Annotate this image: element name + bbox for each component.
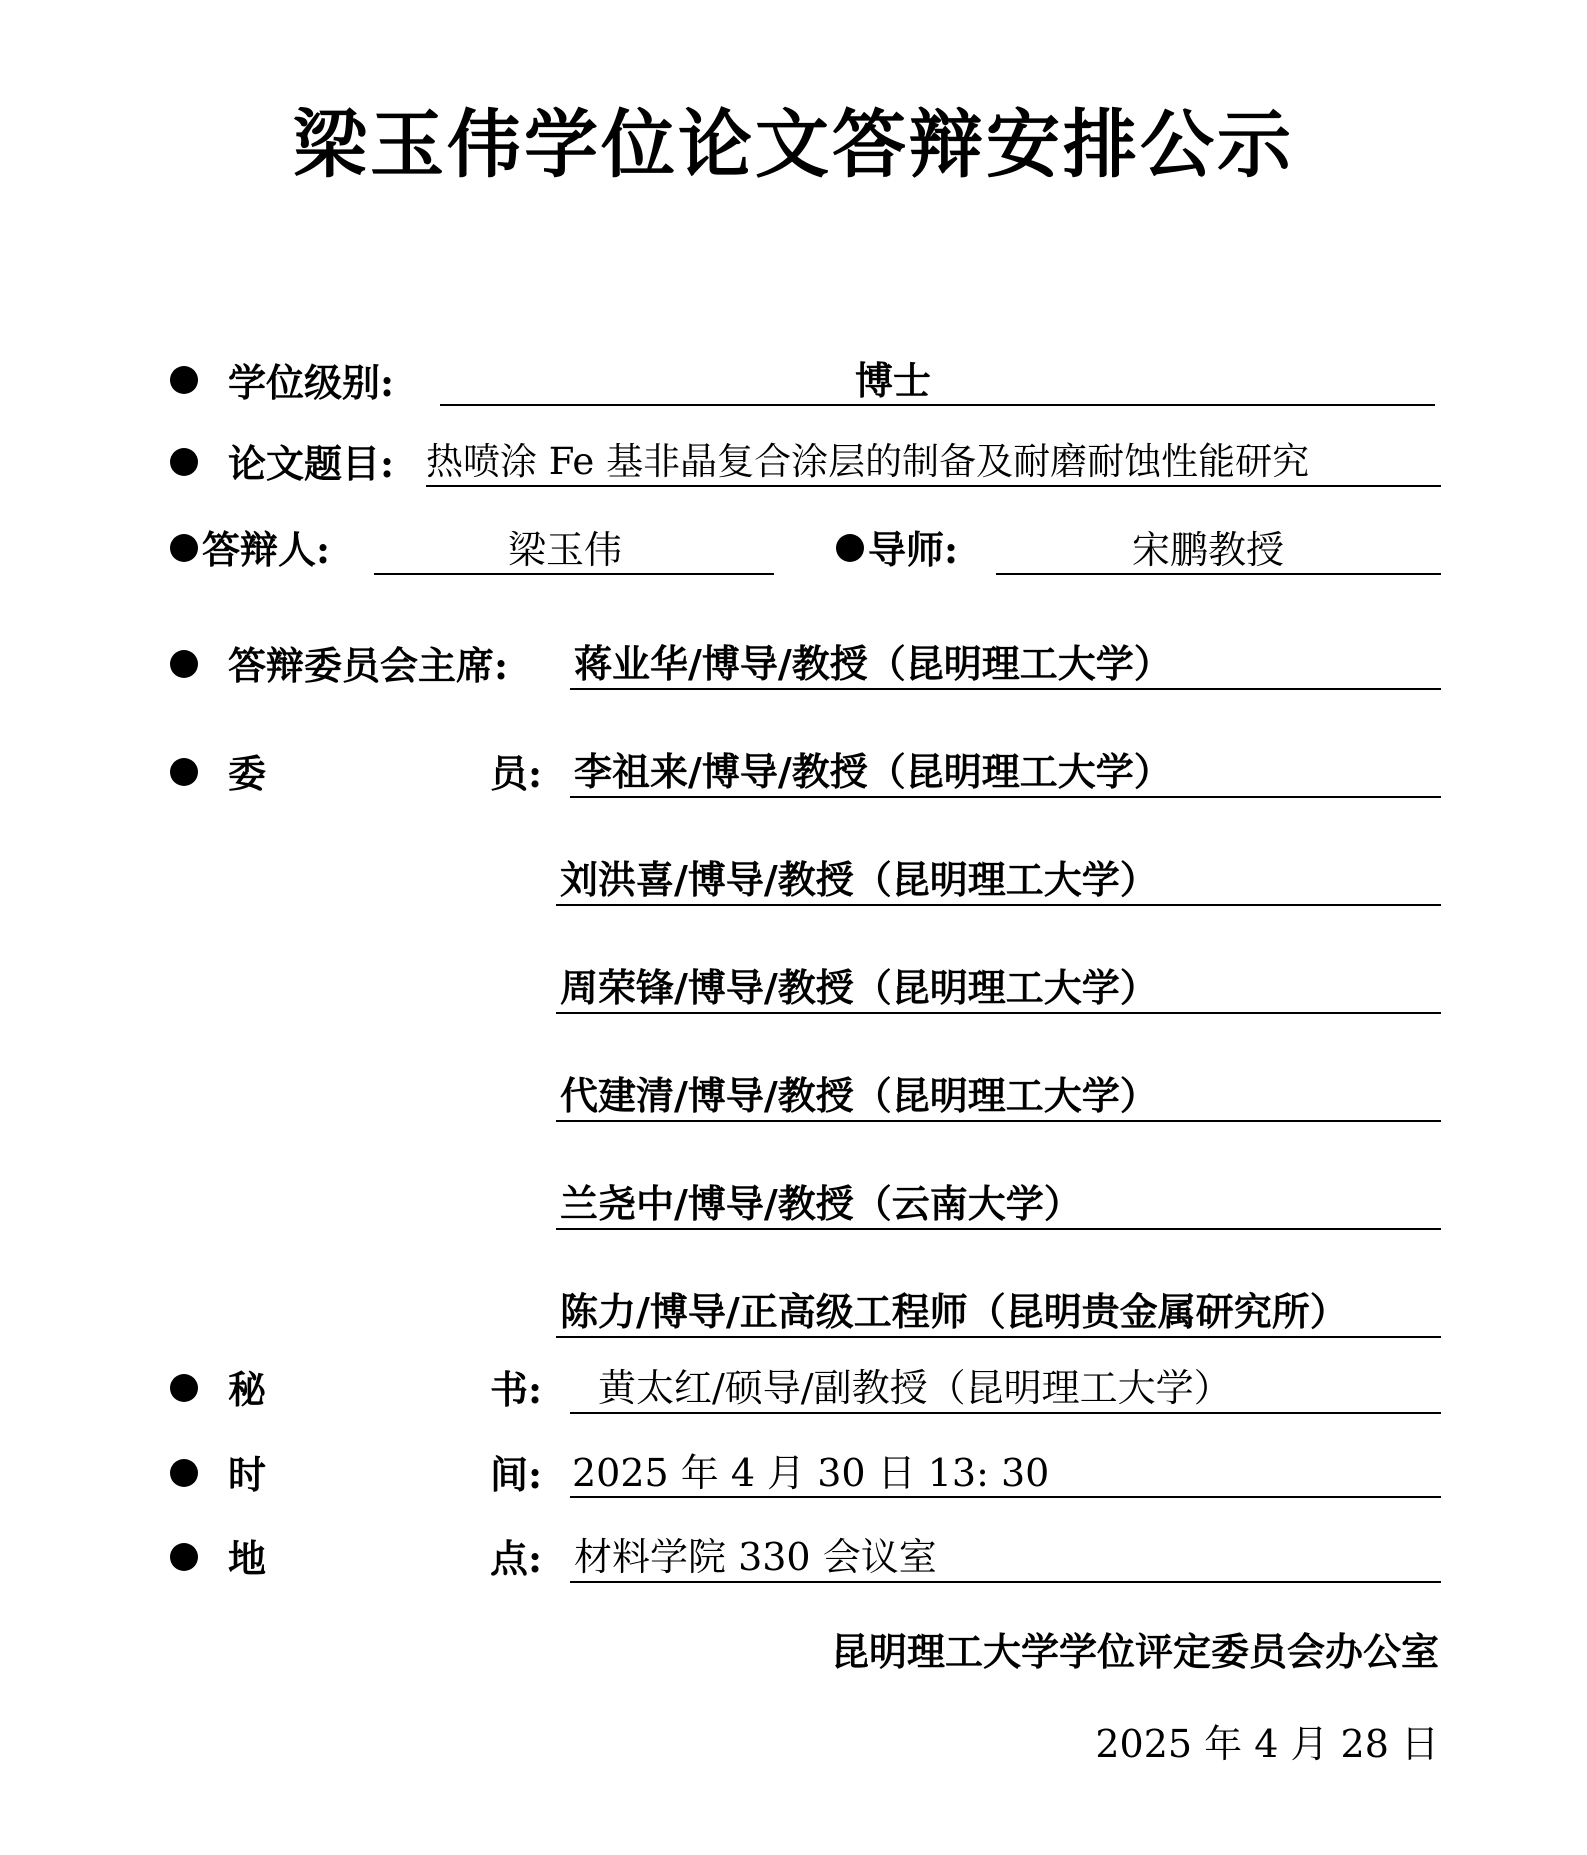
chair-label: 答辩委员会主席: xyxy=(228,643,509,688)
issue-date: 2025 年 4 月 28 日 xyxy=(1095,1722,1439,1766)
chair-value: 蒋业华/博导/教授（昆明理工大学） xyxy=(574,641,1172,686)
thesis-title-value: 热喷涂 Fe 基非晶复合涂层的制备及耐磨耐蚀性能研究 xyxy=(426,443,1441,487)
location-label-a: 地 xyxy=(228,1536,267,1581)
member-item: 兰尧中/博导/教授（云南大学） xyxy=(560,1181,1082,1226)
member-underline xyxy=(556,1336,1441,1338)
bullet-icon xyxy=(836,534,864,562)
advisor-label: 导师: xyxy=(868,527,959,572)
member-underline xyxy=(556,1228,1441,1230)
issuing-office: 昆明理工大学学位评定委员会办公室 xyxy=(830,1629,1439,1674)
bullet-icon xyxy=(170,366,198,394)
page-title: 梁玉伟学位论文答辩安排公示 xyxy=(293,102,1294,188)
location-label-b: 点: xyxy=(490,1536,543,1581)
chair-underline xyxy=(570,688,1441,690)
secretary-underline xyxy=(570,1412,1441,1414)
time-value: 2025 年 4 月 30 日 13: 30 xyxy=(572,1451,1050,1495)
secretary-label-a: 秘 xyxy=(228,1367,267,1412)
bullet-icon xyxy=(170,1459,198,1487)
location-value: 材料学院 330 会议室 xyxy=(574,1535,937,1579)
bullet-icon xyxy=(170,448,198,476)
defender-value: 梁玉伟 xyxy=(508,528,623,572)
time-label-b: 间: xyxy=(490,1452,543,1497)
degree-level-underline xyxy=(440,404,1435,406)
degree-level-value: 博士 xyxy=(855,358,932,403)
time-underline xyxy=(570,1496,1441,1498)
secretary-value: 黄太红/硕导/副教授（昆明理工大学） xyxy=(598,1366,1232,1410)
location-underline xyxy=(570,1581,1441,1583)
bullet-icon xyxy=(170,758,198,786)
advisor-value: 宋鹏教授 xyxy=(1132,528,1285,572)
bullet-icon xyxy=(170,1374,198,1402)
member-item: 李祖来/博导/教授（昆明理工大学） xyxy=(574,749,1172,794)
member-underline xyxy=(556,904,1441,906)
secretary-label-b: 书: xyxy=(490,1367,543,1412)
member-underline xyxy=(556,1012,1441,1014)
bullet-icon xyxy=(170,650,198,678)
member-underline xyxy=(556,1120,1441,1122)
defender-label: 答辩人: xyxy=(202,527,331,572)
thesis-title-label: 论文题目: xyxy=(228,441,395,486)
advisor-underline xyxy=(996,573,1441,575)
member-item: 刘洪喜/博导/教授（昆明理工大学） xyxy=(560,857,1158,902)
member-item: 周荣锋/博导/教授（昆明理工大学） xyxy=(560,965,1158,1010)
members-label-b: 员: xyxy=(490,751,543,796)
time-label-a: 时 xyxy=(228,1452,267,1497)
member-item: 陈力/博导/正高级工程师（昆明贵金属研究所） xyxy=(560,1289,1348,1334)
degree-level-label: 学位级别: xyxy=(228,360,395,405)
bullet-icon xyxy=(170,534,198,562)
members-label-a: 委 xyxy=(228,751,267,796)
member-underline xyxy=(570,796,1441,798)
defender-underline xyxy=(374,573,774,575)
member-item: 代建清/博导/教授（昆明理工大学） xyxy=(560,1073,1158,1118)
bullet-icon xyxy=(170,1543,198,1571)
